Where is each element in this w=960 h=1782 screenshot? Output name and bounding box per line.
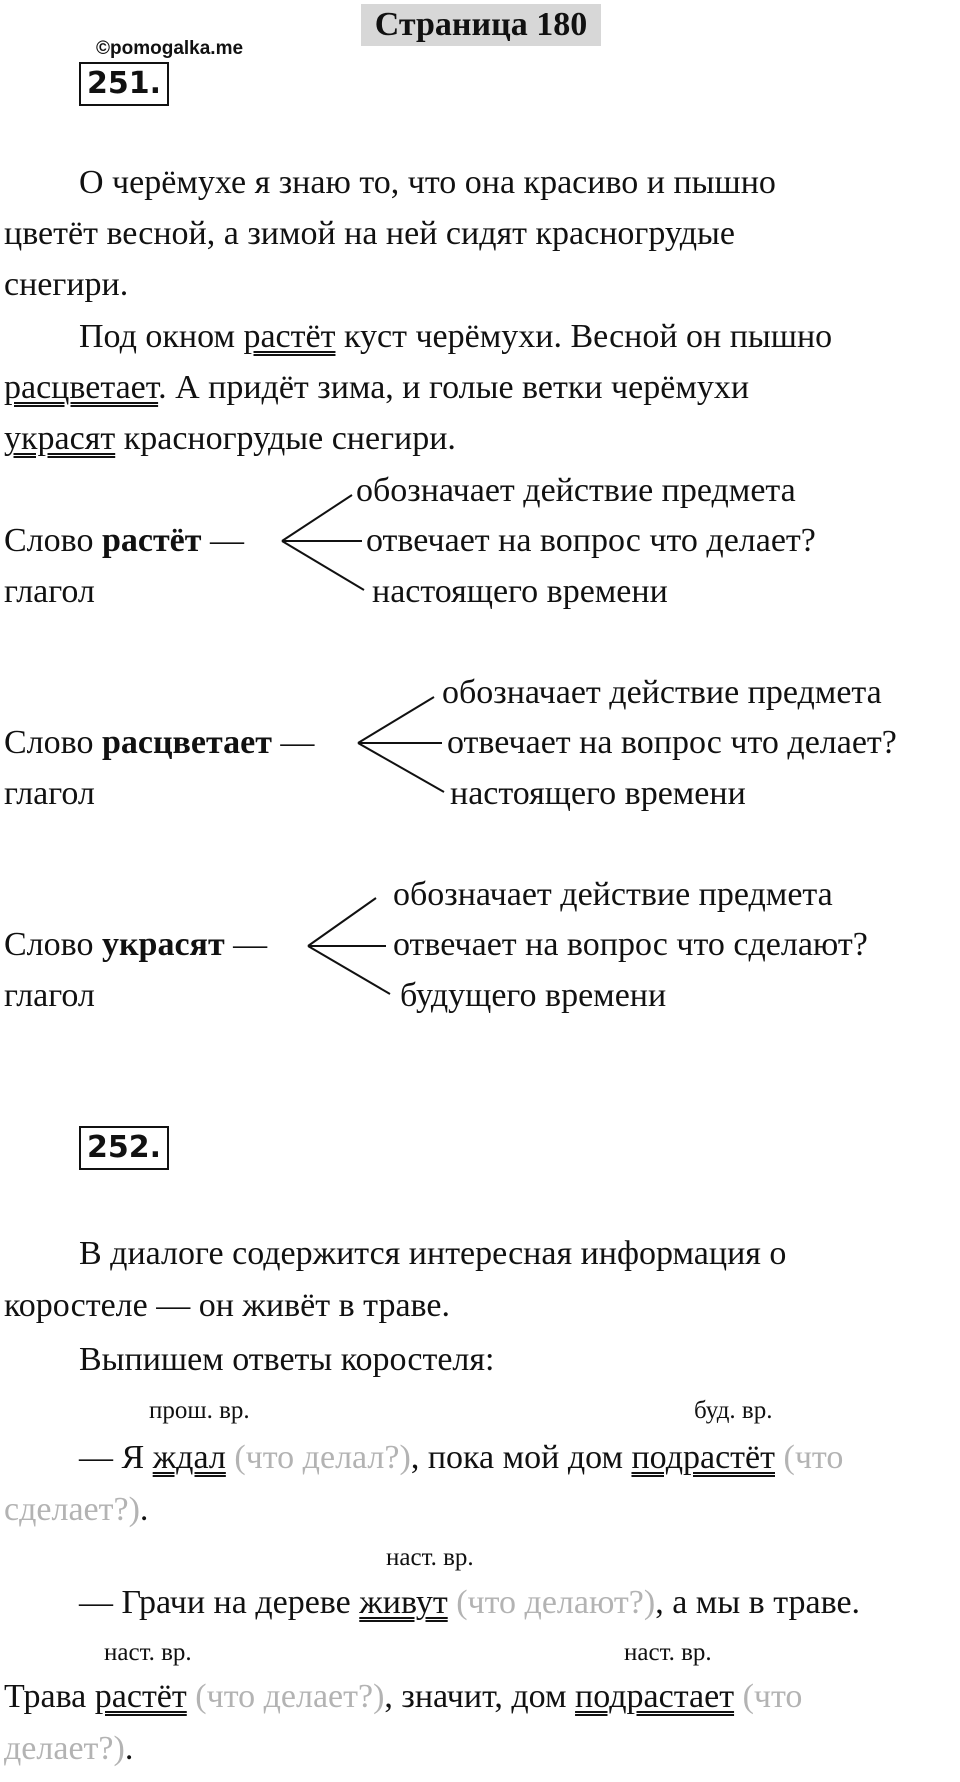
verb-predicate: живут <box>359 1584 448 1621</box>
question-hint: делает?) <box>4 1730 125 1767</box>
verb-predicate: украсят <box>4 420 116 457</box>
analysis-word: расцветает <box>101 724 272 761</box>
text-fragment: , значит, дом <box>384 1678 576 1715</box>
tense-note: буд. вр. <box>694 1397 773 1424</box>
dialogue-line <box>79 1586 860 1620</box>
dialogue-line <box>79 1441 843 1475</box>
page-title: Страница 180 <box>361 4 601 46</box>
text-fragment: . А придёт зима, и голые ветки черёмухи <box>158 369 750 406</box>
verb-predicate: растёт <box>94 1678 187 1715</box>
text-fragment: — Я <box>79 1439 153 1476</box>
tense-note: прош. вр. <box>149 1397 250 1424</box>
verb-predicate: расцветает <box>4 369 159 406</box>
analysis-branch: настоящего времени <box>372 573 668 610</box>
analysis-branch: обозначает действие предмета <box>356 472 796 509</box>
watermark: ©pomogalka.me <box>96 38 244 59</box>
analysis-branch: настоящего времени <box>450 775 746 812</box>
tense-note: наст. вр. <box>386 1544 474 1571</box>
analysis-pos: глагол <box>4 977 95 1014</box>
question-hint: (что <box>734 1678 803 1715</box>
ex251-paragraph-line: снегири. <box>4 266 129 303</box>
text-fragment: — Грачи на дереве <box>79 1584 360 1621</box>
text-fragment: Слово <box>4 926 102 963</box>
analysis-word: растёт <box>101 522 202 559</box>
analysis-branch: отвечает на вопрос что делает? <box>447 724 897 761</box>
summary-line <box>4 1680 802 1714</box>
text-fragment: Слово <box>4 724 102 761</box>
text-fragment: куст черёмухи. Весной он пышно <box>335 318 833 355</box>
question-hint: (что <box>775 1439 844 1476</box>
analysis-branch: будущего времени <box>400 977 667 1014</box>
analysis-branch: обозначает действие предмета <box>393 876 833 913</box>
text-fragment: — <box>224 926 268 963</box>
analysis-branch: отвечает на вопрос что сделают? <box>393 926 868 963</box>
verb-predicate: подрастёт <box>631 1439 775 1476</box>
ex252-paragraph-line: коростеле — он живёт в траве. <box>4 1287 450 1324</box>
text-fragment: . <box>139 1491 149 1528</box>
text-fragment: Трава <box>4 1678 95 1715</box>
exercise-number-252: 252. <box>79 1126 169 1170</box>
text-fragment: , пока мой дом <box>410 1439 632 1476</box>
text-fragment: . <box>124 1730 134 1767</box>
question-hint: (что делал?) <box>225 1439 411 1476</box>
ex251-paragraph-line: цветёт весной, а зимой на ней сидят красногрудые <box>4 215 735 252</box>
dialogue-line <box>4 1493 148 1527</box>
analysis-branch: обозначает действие предмета <box>442 674 882 711</box>
question-hint: сделает?) <box>4 1491 140 1528</box>
question-hint: (что делают?) <box>447 1584 656 1621</box>
ex252-paragraph-line: Выпишем ответы коростеля: <box>79 1341 495 1378</box>
verb-predicate: ждал <box>152 1439 226 1476</box>
text-fragment: Под окном <box>79 318 244 355</box>
verb-predicate: растёт <box>243 318 336 355</box>
tense-note: наст. вр. <box>104 1639 192 1666</box>
analysis-branch: отвечает на вопрос что делает? <box>366 522 816 559</box>
analysis-word: украсят <box>101 926 225 963</box>
ex251-paragraph-line: О черёмухе я знаю то, что она красиво и пышно <box>79 164 776 201</box>
text-fragment: — <box>201 522 244 559</box>
summary-line <box>4 1732 133 1766</box>
tense-note: наст. вр. <box>624 1639 712 1666</box>
analysis-word-line <box>4 726 314 760</box>
ex252-paragraph-line: В диалоге содержится интересная информация о <box>79 1235 787 1272</box>
text-fragment: Слово <box>4 522 102 559</box>
exercise-number-251: 251. <box>79 62 169 106</box>
verb-predicate: подрастает <box>575 1678 735 1715</box>
question-hint: (что делает?) <box>186 1678 385 1715</box>
analysis-pos: глагол <box>4 573 95 610</box>
text-fragment: , а мы в траве. <box>655 1584 861 1621</box>
text-fragment: — <box>271 724 315 761</box>
text-fragment: красногрудые снегири. <box>115 420 456 457</box>
analysis-word-line <box>4 928 267 962</box>
analysis-pos: глагол <box>4 775 95 812</box>
